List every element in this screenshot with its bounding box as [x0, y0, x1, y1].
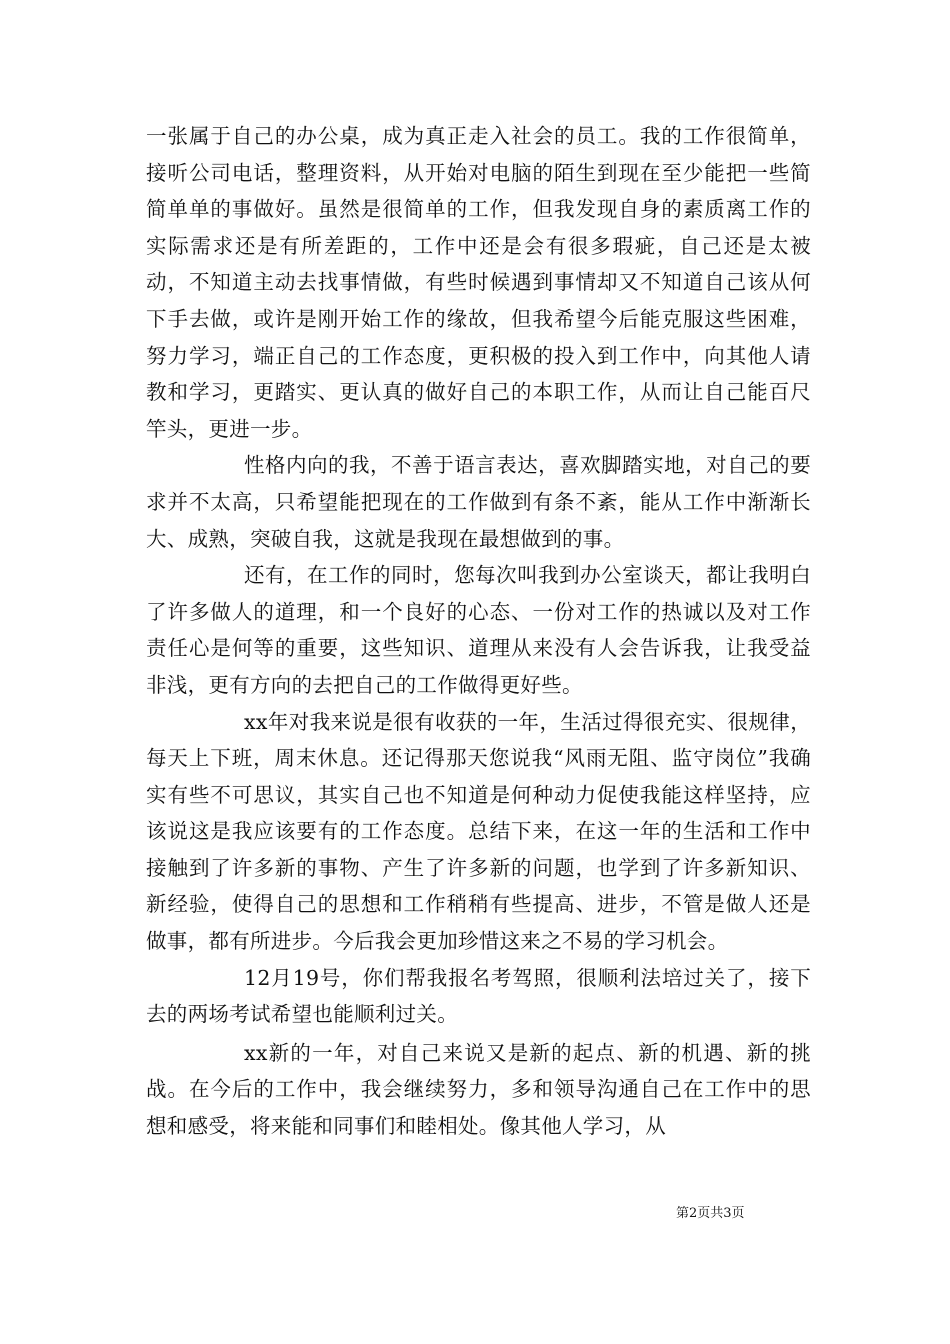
document-body [146, 118, 811, 1145]
page-number-footer: 第2页共3页 [676, 1206, 745, 1221]
paragraph-office-talks: 还有，在工作的同时，您每次叫我到办公室谈天，都让我明白了许多做人的道理，和一个良好的心态、一份对工作的热诚以及对工作责任心是何等的重要，这些知识、道理从来没有人会告诉我，让我受益非浅，更有方向的去把自己的工作做得更好些。 [146, 563, 811, 697]
paragraph-new-year: xx新的一年，对自己来说又是新的起点、新的机遇、新的挑战。在今后的工作中，我会继续努力，多和领导沟通自己在工作中的思想和感受，将来能和同事们和睦相处。像其他人学习，从 [146, 1040, 811, 1139]
paragraph-driving-license: 12月19号，你们帮我报名考驾照，很顺利法培过关了，接下去的两场考试希望也能顺利过关。 [146, 965, 811, 1027]
paragraph-continuation: 一张属于自己的办公桌，成为真正走入社会的员工。我的工作很简单，接听公司电话，整理资料，从开始对电脑的陌生到现在至少能把一些简简单单的事做好。虽然是很简单的工作，但我发现自身的素质离工作的实际需求还是有所差距的，工作中还是会有很多瑕疵，自己还是太被动，不知道主动去找事情做，有些时候遇到事情却又不知道自己该从何下手去做，或许是刚开始工作的缘故，但我希望今后能克服这些困难，努力学习，端正自己的工作态度，更积极的投入到工作中，向其他人请教和学习，更踏实、更认真的做好自己的本职工作，从而让自己能百尺竿头，更进一步。 [146, 124, 811, 441]
paragraph-personality: 性格内向的我，不善于语言表达，喜欢脚踏实地，对自己的要求并不太高，只希望能把现在的工作做到有条不紊，能从工作中渐渐长大、成熟，突破自我，这就是我现在最想做到的事。 [146, 453, 811, 551]
paragraph-year-summary: xx年对我来说是很有收获的一年，生活过得很充实、很规律，每天上下班，周末休息。还记得那天您说我“风雨无阻、监守岗位”我确实有些不可思议，其实自己也不知道是何种动力促使我能这样坚持，应该说这是我应该要有的工作态度。总结下来，在这一年的生活和工作中接触到了许多新的事物、产生了许多新的问题，也学到了许多新知识、新经验，使得自己的思想和工作稍稍有些提高、进步，不管是做人还是做事，都有所进步。今后我会更加珍惜这来之不易的学习机会。 [146, 709, 811, 954]
